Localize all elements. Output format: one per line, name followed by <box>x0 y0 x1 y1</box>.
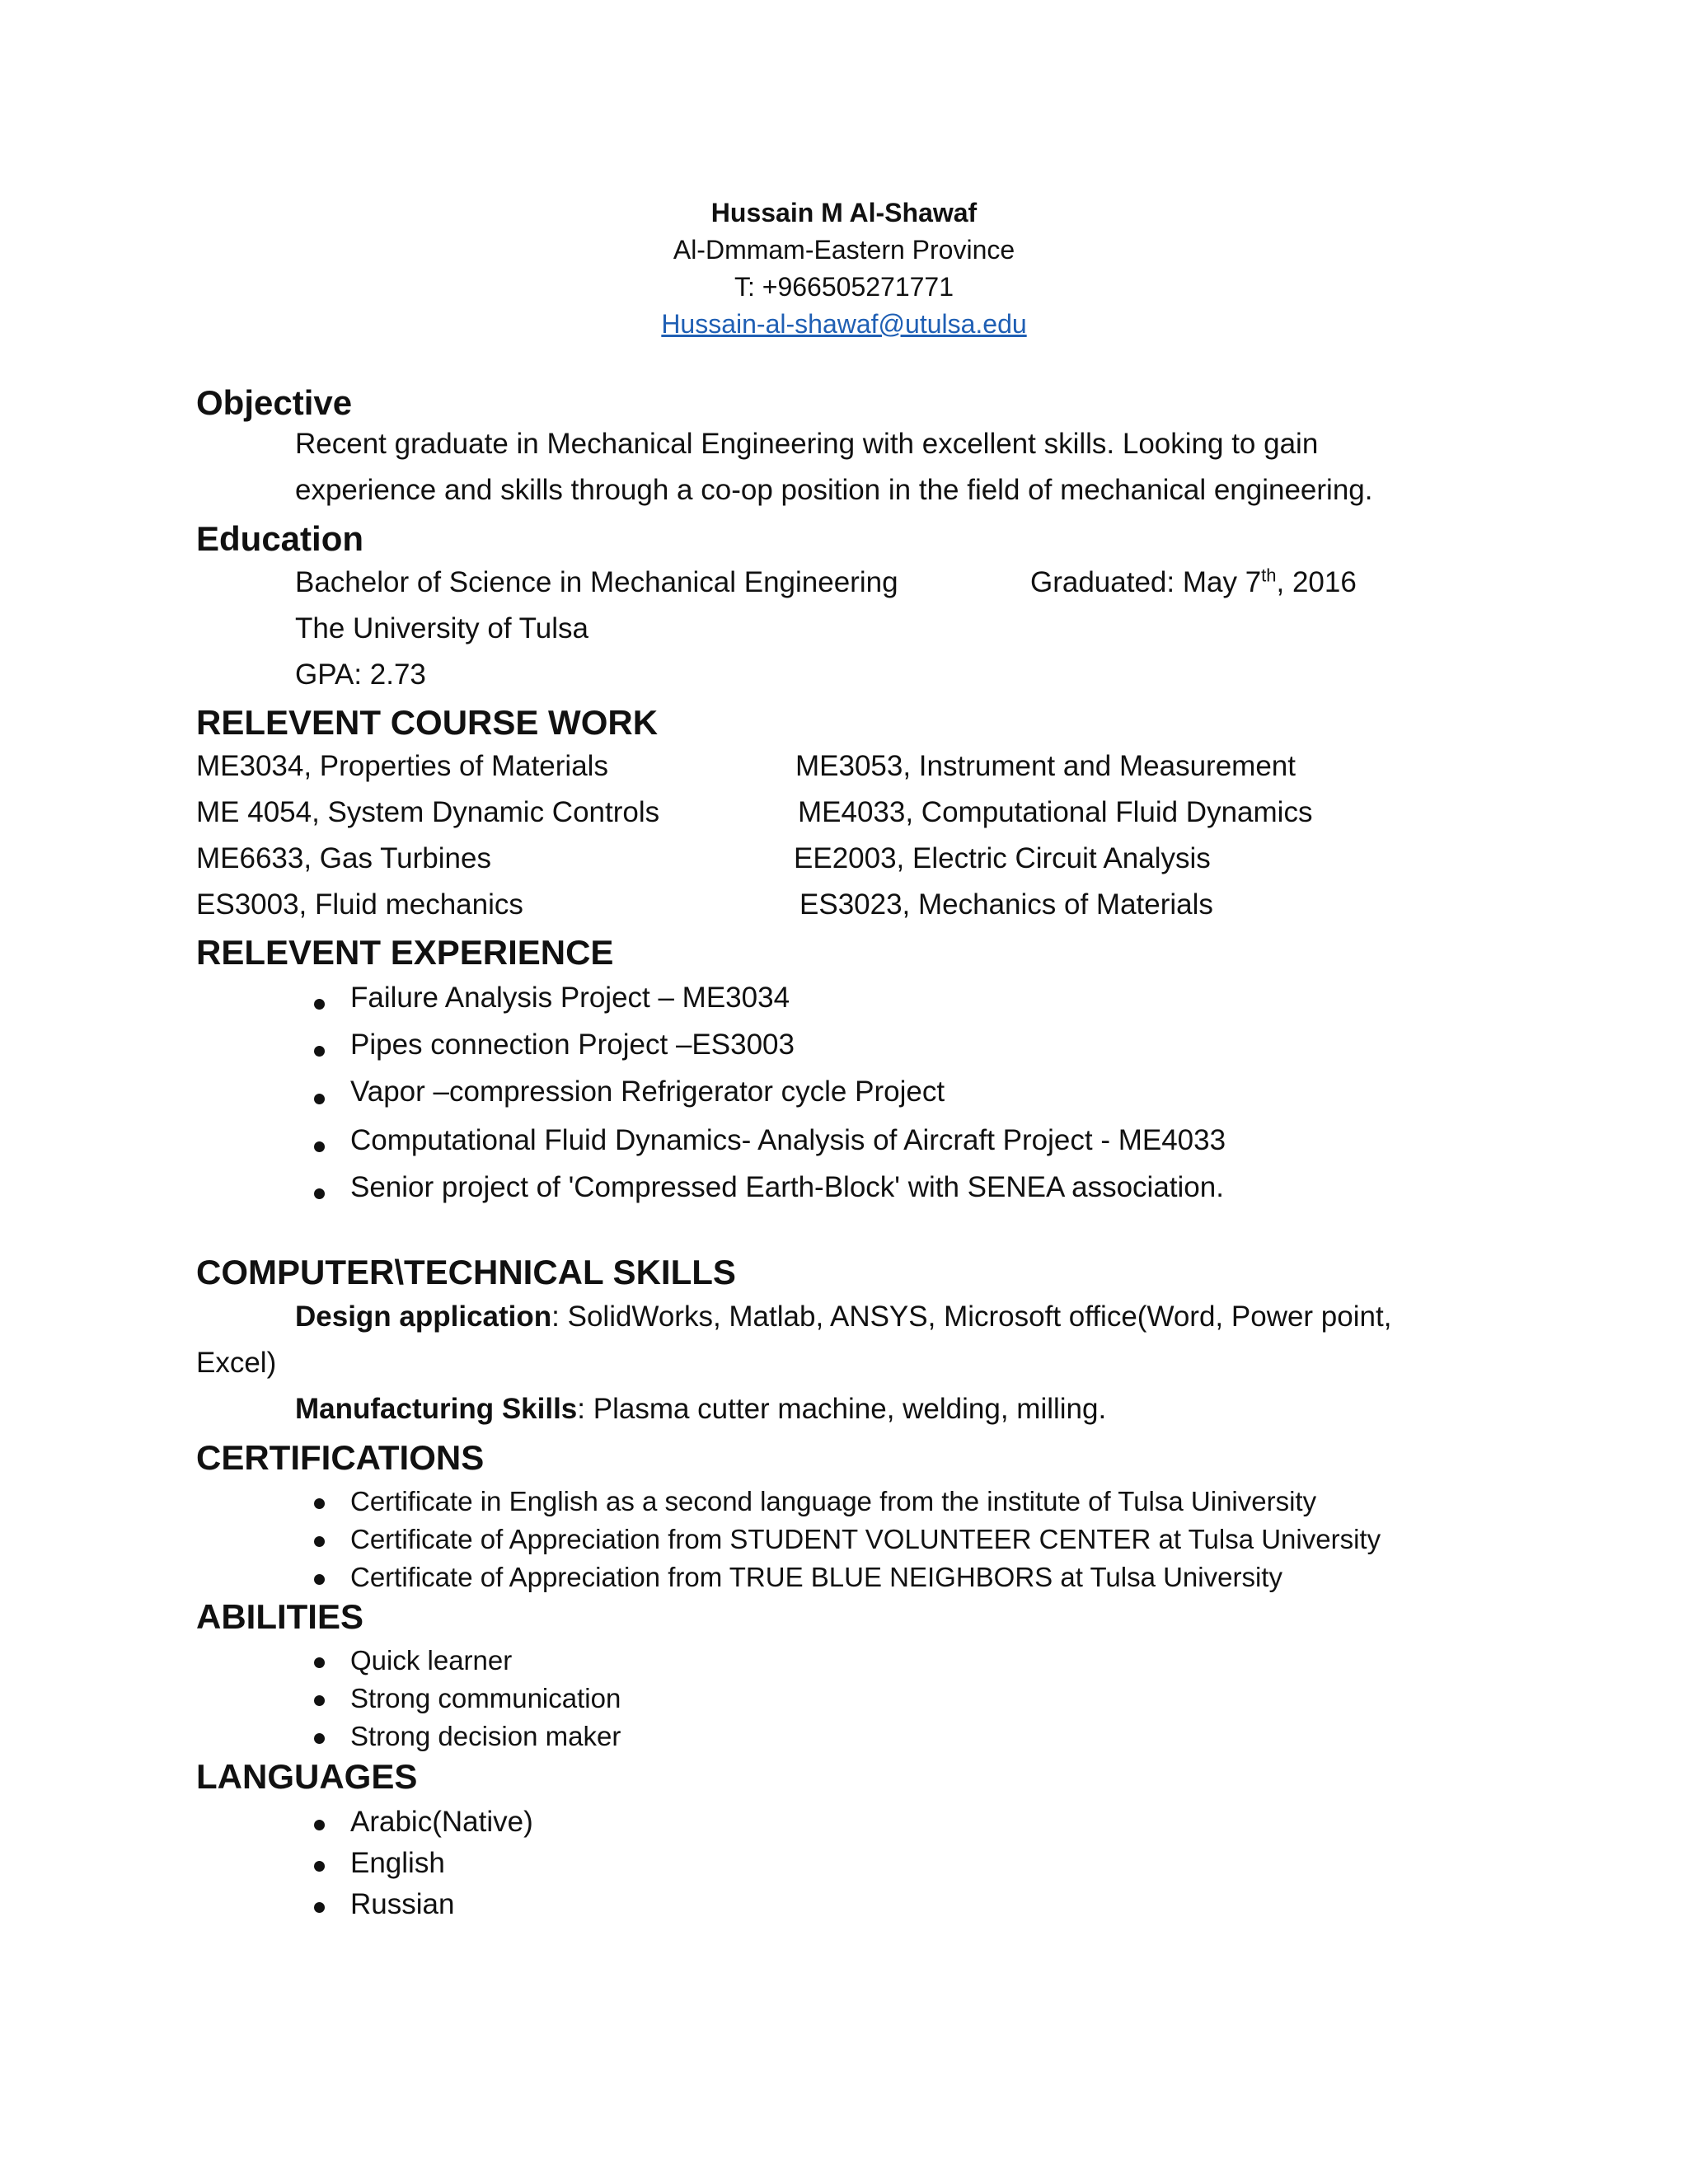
candidate-name: Hussain M Al-Shawaf <box>710 198 978 227</box>
coursework-heading: RELEVENT COURSE WORK <box>196 703 659 742</box>
education-university: The University of Tulsa <box>295 612 588 644</box>
course-right-1: ME3053, Instrument and Measurement <box>795 750 1296 782</box>
design-application-row <box>295 1300 1391 1334</box>
course-right-3: EE2003, Electric Circuit Analysis <box>794 842 1211 874</box>
design-application-label: Design application <box>295 1301 552 1333</box>
experience-item: Computational Fluid Dynamics- Analysis of Aircraft Project - ME4033 <box>350 1123 1226 1170</box>
course-right-4: ES3023, Mechanics of Materials <box>799 888 1213 921</box>
education-heading: Education <box>196 519 364 558</box>
education-graduated <box>1030 565 1357 600</box>
email-link[interactable]: Hussain-al-shawaf@utulsa.edu <box>661 309 1027 339</box>
languages-list <box>350 1805 533 1929</box>
language-item: English <box>350 1846 533 1887</box>
objective-line-1: Recent graduate in Mechanical Engineering with excellent skills. Looking to gain <box>295 428 1319 460</box>
ability-item: Strong communication <box>350 1682 621 1720</box>
certifications-heading: CERTIFICATIONS <box>196 1438 485 1477</box>
course-left-1: ME3034, Properties of Materials <box>196 750 608 782</box>
course-left-4: ES3003, Fluid mechanics <box>196 888 523 921</box>
certification-item: Certificate of Appreciation from STUDENT VOLUNTEER CENTER at Tulsa University <box>350 1523 1381 1561</box>
certifications-list <box>350 1485 1381 1599</box>
graduated-sup: th <box>1261 565 1277 586</box>
languages-heading: LANGUAGES <box>196 1757 418 1796</box>
candidate-location: Al-Dmmam-Eastern Province <box>673 235 1015 265</box>
experience-heading: RELEVENT EXPERIENCE <box>196 933 614 972</box>
manufacturing-skills-label: Manufacturing Skills <box>295 1393 578 1425</box>
ability-item: Strong decision maker <box>350 1720 621 1758</box>
certification-item: Certificate in English as a second language from the institute of Tulsa Uiniversity <box>350 1485 1381 1523</box>
experience-list <box>350 981 1226 1217</box>
abilities-heading: ABILITIES <box>196 1597 364 1636</box>
design-application-value: : SolidWorks, Matlab, ANSYS, Microsoft office(Word, Power point, <box>551 1301 1392 1333</box>
objective-line-2: experience and skills through a co-op position in the field of mechanical engineering. <box>295 474 1373 506</box>
course-left-3: ME6633, Gas Turbines <box>196 842 491 874</box>
manufacturing-skills-row <box>295 1392 1106 1427</box>
manufacturing-skills-value: : Plasma cutter machine, welding, milling. <box>577 1393 1107 1425</box>
language-item: Arabic(Native) <box>350 1805 533 1846</box>
skills-heading: COMPUTER\TECHNICAL SKILLS <box>196 1253 736 1291</box>
graduated-suffix: , 2016 <box>1276 566 1357 598</box>
graduated-prefix: Graduated: May 7 <box>1030 566 1262 598</box>
certification-item: Certificate of Appreciation from TRUE BLUE NEIGHBORS at Tulsa University <box>350 1561 1381 1599</box>
experience-item: Failure Analysis Project – ME3034 <box>350 981 1226 1028</box>
experience-item: Senior project of 'Compressed Earth-Block' with SENEA association. <box>350 1170 1226 1217</box>
experience-item: Pipes connection Project –ES3003 <box>350 1028 1226 1075</box>
experience-item: Vapor –compression Refrigerator cycle Project <box>350 1075 1226 1123</box>
education-gpa: GPA: 2.73 <box>295 658 426 691</box>
design-application-cont: Excel) <box>196 1347 277 1379</box>
candidate-email-row <box>0 309 1688 340</box>
education-degree: Bachelor of Science in Mechanical Engineering <box>295 566 898 598</box>
abilities-list <box>350 1644 621 1758</box>
objective-heading: Objective <box>196 383 353 422</box>
ability-item: Quick learner <box>350 1644 621 1682</box>
language-item: Russian <box>350 1887 533 1929</box>
course-right-2: ME4033, Computational Fluid Dynamics <box>798 796 1313 828</box>
candidate-phone: T: +966505271771 <box>734 272 954 302</box>
course-left-2: ME 4054, System Dynamic Controls <box>196 796 660 828</box>
